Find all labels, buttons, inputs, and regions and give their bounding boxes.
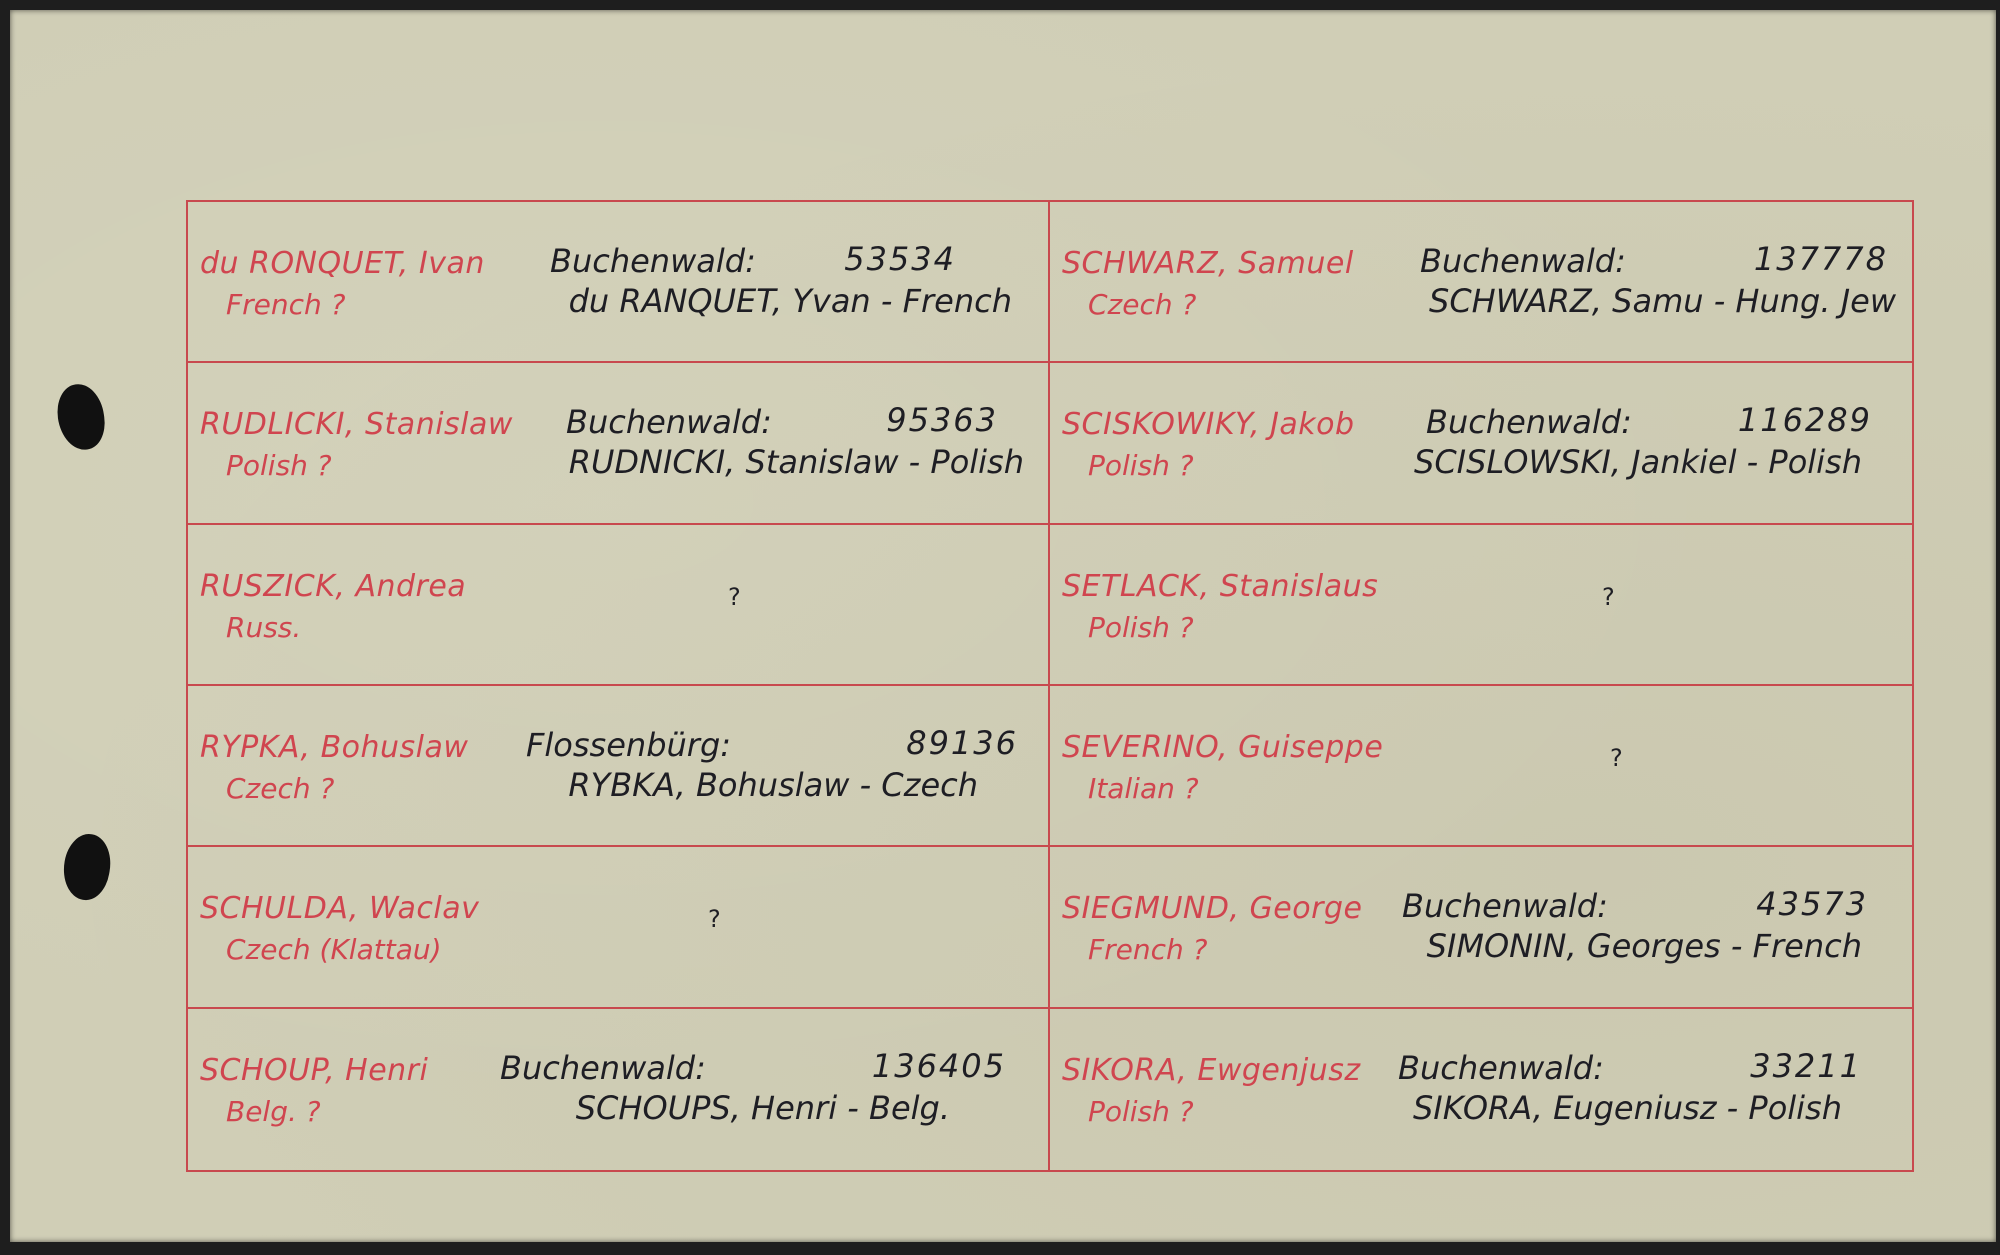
record-nationality: Czech ? [226,771,335,805]
record-cell [188,847,1050,1008]
record-identified: SCISLOWSKI, Jankiel - Polish [1414,443,1862,482]
record-identified: RYBKA, Bohuslaw - Czech [568,765,978,804]
record-cell [188,363,1050,524]
record-name: RYPKA, Bohuslaw [200,729,469,765]
record-name: RUDLICKI, Stanislaw [200,407,513,443]
record-nationality: Czech (Klattau) [226,933,442,967]
record-name: SIKORA, Ewgenjusz [1062,1052,1361,1088]
index-card [10,10,1996,1242]
record-number: 33211 [1750,1046,1862,1085]
record-name: SCHWARZ, Samuel [1062,246,1354,281]
record-name: SCISKOWIKY, Jakob [1062,407,1355,443]
record-name: SETLACK, Stanislaus [1062,568,1379,604]
record-number: 89136 [906,723,1018,762]
record-cell [1050,525,1912,686]
record-cell [1050,1009,1912,1170]
record-camp: Buchenwald: [550,242,756,280]
record-number: 43573 [1756,885,1868,924]
record-nationality: French ? [1088,933,1208,967]
record-identified: SIKORA, Eugeniusz - Polish [1412,1088,1842,1127]
record-nationality: Polish ? [226,449,332,483]
record-cell [1050,847,1912,1008]
record-cell [188,686,1050,847]
unidentified-mark: ? [728,582,741,611]
record-camp: Buchenwald: [1402,887,1608,926]
record-nationality: Italian ? [1088,771,1199,805]
record-number: 95363 [886,401,998,440]
record-identified: RUDNICKI, Stanislaw - Polish [568,443,1024,482]
record-identified: SCHOUPS, Henri - Belg. [575,1088,950,1127]
punch-hole [54,381,109,453]
record-camp: Buchenwald: [500,1048,706,1087]
record-identified: SIMONIN, Georges - French [1426,927,1862,966]
record-name: du RONQUET, Ivan [200,246,485,281]
record-name: SIEGMUND, George [1062,891,1363,927]
punch-hole [59,831,116,904]
unidentified-mark: ? [708,905,721,934]
record-number: 136405 [871,1046,1006,1085]
record-nationality: Russ. [226,610,302,644]
record-camp: Buchenwald: [566,403,772,442]
unidentified-mark: ? [1602,582,1615,611]
record-cell [188,202,1050,363]
record-name: RUSZICK, Andrea [200,568,467,604]
record-camp: Buchenwald: [1420,242,1626,280]
record-nationality: French ? [226,288,346,321]
record-name: SEVERINO, Guiseppe [1062,729,1384,765]
record-cell [188,1009,1050,1170]
record-nationality: Polish ? [1088,449,1194,483]
record-cell [1050,202,1912,363]
record-number: 137778 [1753,240,1888,278]
record-camp: Flossenbürg: [526,725,732,764]
record-number: 53534 [844,240,956,278]
record-name: SCHULDA, Waclav [200,891,480,927]
record-identified: SCHWARZ, Samu - Hung. Jew [1429,282,1896,320]
record-nationality: Czech ? [1088,288,1197,321]
record-name: SCHOUP, Henri [200,1052,429,1088]
record-cell [1050,686,1912,847]
record-cell [188,525,1050,686]
record-identified: du RANQUET, Yvan - French [568,282,1012,320]
record-camp: Buchenwald: [1398,1048,1604,1087]
record-grid [186,200,1914,1172]
record-nationality: Belg. ? [226,1094,321,1128]
record-cell [1050,363,1912,524]
record-camp: Buchenwald: [1426,403,1632,442]
record-number: 116289 [1737,401,1872,440]
record-nationality: Polish ? [1088,1094,1194,1128]
record-nationality: Polish ? [1088,610,1194,644]
unidentified-mark: ? [1610,743,1623,772]
